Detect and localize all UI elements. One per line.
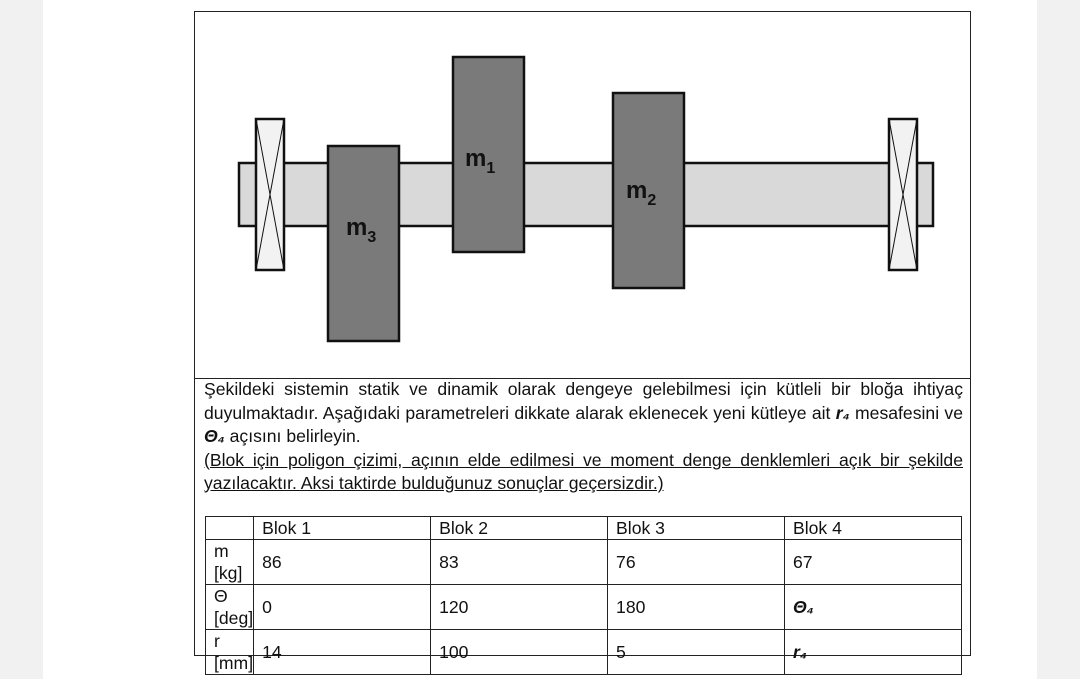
mass-m3-label: $m_3$: [346, 214, 377, 246]
document-page: [43, 0, 1037, 679]
parameter-table: [205, 516, 962, 675]
row-label-radius: r [mm]: [206, 630, 254, 675]
right-bearing: [889, 119, 917, 270]
problem-frame: [194, 11, 971, 673]
theta4-cell: Θ₄: [785, 585, 962, 630]
table-row: r [mm] 14 100 5 r₄: [206, 630, 962, 675]
header-blok-2: Blok 2: [431, 517, 608, 540]
row-label-mass: m [kg]: [206, 540, 254, 585]
mass-m1-block: [453, 57, 524, 252]
mass-m2-label: $m_2$: [626, 177, 657, 209]
table-row: Θ [deg] 0 120 180 Θ₄: [206, 585, 962, 630]
problem-note: (Blok için poligon çizimi, açının elde edilmesi ve moment denge denklemleri açık bir şekilde yazılacaktır. Aksi taktirde bulduğunuz sonuçlar geçersizdir.): [204, 449, 963, 493]
header-blok-3: Blok 3: [608, 517, 785, 540]
problem-text: Şekildeki sistemin statik ve dinamik olarak dengeye gelebilmesi için kütleli bir bloğa ihtiyaç duyulmaktadır. Aşağıdaki parametreleri dikkate alarak eklenecek yeni kütleye ait r₄ mesafesini ve Θ₄ açısını belirleyin.: [204, 379, 964, 446]
shaft-figure: [195, 12, 971, 379]
left-bearing: [256, 119, 284, 270]
shaft-diagram: [195, 12, 971, 378]
r4-cell: r₄: [785, 630, 962, 675]
table-header-row: [206, 517, 962, 540]
table-row: m [kg] 86 83 76 67: [206, 540, 962, 585]
mass-m1-label: $m_1$: [465, 145, 496, 177]
mass-m2-block: [613, 93, 684, 288]
problem-statement: [204, 378, 963, 496]
header-blok-4: Blok 4: [785, 517, 962, 540]
header-blok-1: Blok 1: [254, 517, 431, 540]
r4-symbol: r₄: [835, 402, 850, 423]
mass-m3-block: [328, 146, 399, 341]
row-label-angle: Θ [deg]: [206, 585, 254, 630]
theta4-symbol: Θ₄: [204, 426, 225, 446]
